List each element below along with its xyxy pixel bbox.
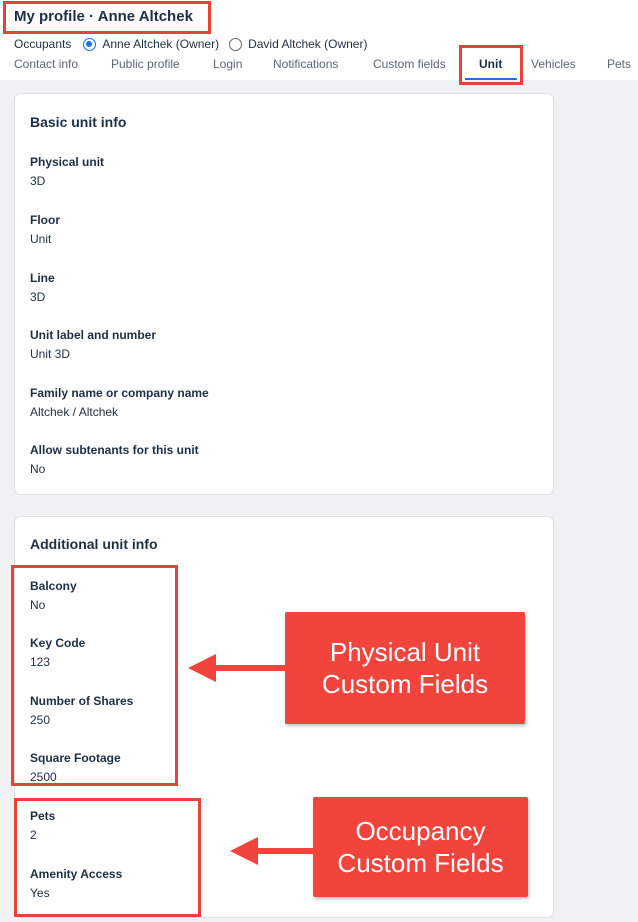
field-label: Physical unit — [30, 155, 105, 169]
occupant-option-label: David Altchek (Owner) — [248, 37, 368, 51]
tab-login[interactable]: Login — [213, 57, 243, 71]
basic-unit-info-heading: Basic unit info — [30, 114, 127, 130]
field-label: Balcony — [30, 579, 77, 593]
tab-public-profile[interactable]: Public profile — [111, 57, 180, 71]
callout-line: Occupancy — [355, 816, 486, 846]
field-value: 3D — [30, 290, 46, 304]
field-value: 2500 — [30, 770, 57, 784]
field-value: 250 — [30, 713, 51, 727]
field-value: Yes — [30, 886, 50, 900]
tab-notifications[interactable]: Notifications — [273, 57, 339, 71]
field-value: Unit — [30, 232, 52, 246]
field-value: 2 — [30, 828, 37, 842]
arrow-left-icon — [230, 837, 313, 865]
tab-unit[interactable]: Unit — [479, 57, 503, 71]
field-label: Amenity Access — [30, 867, 123, 881]
field-label: Pets — [30, 809, 56, 823]
field-label: Family name or company name — [30, 386, 209, 400]
field-label: Number of Shares — [30, 694, 134, 708]
field-value: No — [30, 598, 46, 612]
field-label: Square Footage — [30, 751, 121, 765]
tab-pets[interactable]: Pets — [607, 57, 632, 71]
field-value: 3D — [30, 174, 46, 188]
page-title: My profile · Anne Altchek — [14, 8, 193, 25]
field-value: Unit 3D — [30, 347, 71, 361]
tab-contact-info[interactable]: Contact info — [14, 57, 79, 71]
occupants-label: Occupants — [14, 37, 72, 51]
field-value: Altchek / Altchek — [30, 405, 119, 419]
field-label: Floor — [30, 213, 60, 227]
tab-custom-fields[interactable]: Custom fields — [373, 57, 446, 71]
callout-line: Custom Fields — [321, 669, 489, 699]
field-label: Line — [30, 271, 55, 285]
additional-unit-info-heading: Additional unit info — [30, 536, 158, 552]
arrow-left-icon — [188, 654, 285, 682]
callout-line: Physical Unit — [329, 637, 481, 667]
field-label: Key Code — [30, 636, 86, 650]
field-value: 123 — [30, 655, 51, 669]
field-label: Unit label and number — [30, 328, 157, 342]
tab-vehicles[interactable]: Vehicles — [531, 57, 576, 71]
field-value: No — [30, 462, 46, 476]
callout-line: Custom Fields — [337, 848, 504, 878]
occupant-option-label: Anne Altchek (Owner) — [102, 37, 220, 51]
field-label: Allow subtenants for this unit — [30, 443, 199, 457]
